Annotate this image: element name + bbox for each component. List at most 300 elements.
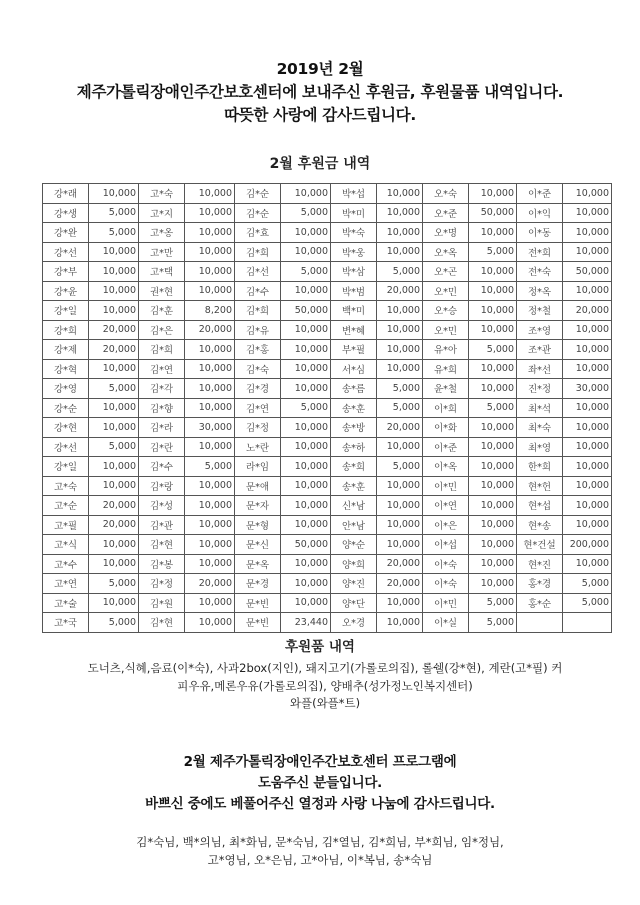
- donor-name-cell: 최*영: [517, 437, 563, 457]
- goods-section-title: 후원품 내역: [285, 639, 355, 655]
- donation-amount-cell: 10,000: [377, 515, 423, 535]
- donation-amount-cell: 10,000: [469, 301, 517, 321]
- donation-amount-cell: 10,000: [281, 593, 331, 613]
- donor-name-cell: 문*빈: [235, 613, 281, 633]
- donation-amount-cell: 10,000: [185, 437, 235, 457]
- donation-amount-cell: 10,000: [89, 418, 139, 438]
- donor-name-cell: 박*삼: [331, 262, 377, 282]
- donation-amount-cell: 5,000: [377, 398, 423, 418]
- donation-amount-cell: 5,000: [281, 262, 331, 282]
- donation-amount-cell: 10,000: [185, 593, 235, 613]
- donor-name-cell: 이*숙: [423, 574, 469, 594]
- donation-section-title: 2월 후원금 내역: [269, 156, 371, 172]
- donation-amount-cell: 20,000: [89, 320, 139, 340]
- table-row: [43, 281, 612, 301]
- donor-name-cell: 박*섭: [331, 184, 377, 204]
- donation-amount-cell: 20,000: [377, 554, 423, 574]
- donor-name-cell: 홍*순: [517, 593, 563, 613]
- donation-amount-cell: 20,000: [377, 281, 423, 301]
- donation-amount-cell: 10,000: [377, 437, 423, 457]
- donation-amount-cell: 10,000: [185, 184, 235, 204]
- donor-name-cell: 김*현: [139, 535, 185, 555]
- donor-name-cell: 박*미: [331, 203, 377, 223]
- donor-name-cell: 송*름: [331, 379, 377, 399]
- donor-name-cell: 정*옥: [517, 281, 563, 301]
- table-row: [43, 340, 612, 360]
- donation-amount-cell: 10,000: [89, 593, 139, 613]
- donor-name-cell: 이*희: [423, 398, 469, 418]
- donor-name-cell: 고*만: [139, 242, 185, 262]
- donation-amount-cell: 5,000: [89, 613, 139, 633]
- donor-name-cell: 송*훈: [331, 398, 377, 418]
- donor-name-cell: 김*은: [139, 320, 185, 340]
- donor-name-cell: 이*연: [423, 496, 469, 516]
- donor-name-cell: 김*유: [235, 320, 281, 340]
- donation-amount-cell: 10,000: [185, 242, 235, 262]
- table-row: [43, 496, 612, 516]
- donation-amount-cell: 10,000: [377, 340, 423, 360]
- table-row: [43, 223, 612, 243]
- donor-name-cell: 이*은: [423, 515, 469, 535]
- donor-name-cell: 강*현: [43, 418, 89, 438]
- donation-amount-cell: 10,000: [281, 574, 331, 594]
- donation-amount-cell: 10,000: [563, 359, 612, 379]
- header-date: 2019년 2월: [276, 60, 364, 78]
- donor-name-cell: 양*단: [331, 593, 377, 613]
- donor-name-cell: 강*희: [43, 320, 89, 340]
- donation-amount-cell: 10,000: [377, 184, 423, 204]
- donor-name-cell: 고*지: [139, 203, 185, 223]
- donation-amount-cell: 10,000: [377, 203, 423, 223]
- donor-name-cell: 현*헌: [517, 476, 563, 496]
- donation-amount-cell: 10,000: [469, 476, 517, 496]
- donation-amount-cell: [563, 613, 612, 633]
- donation-amount-cell: 10,000: [563, 515, 612, 535]
- donor-name-cell: 전*희: [517, 242, 563, 262]
- table-row: [43, 457, 612, 477]
- donor-name-cell: 현*섭: [517, 496, 563, 516]
- donation-table: [42, 183, 612, 633]
- donation-amount-cell: 5,000: [469, 398, 517, 418]
- donation-amount-cell: 10,000: [377, 613, 423, 633]
- donor-name-cell: 이*민: [423, 593, 469, 613]
- donor-name-cell: 조*관: [517, 340, 563, 360]
- donation-amount-cell: 30,000: [185, 418, 235, 438]
- donor-name-cell: 문*빈: [235, 593, 281, 613]
- donation-amount-cell: 10,000: [377, 359, 423, 379]
- donation-amount-cell: 5,000: [377, 379, 423, 399]
- donation-amount-cell: 10,000: [89, 398, 139, 418]
- donor-name-cell: 고*택: [139, 262, 185, 282]
- donation-amount-cell: 10,000: [469, 281, 517, 301]
- donor-name-cell: 강*제: [43, 340, 89, 360]
- donation-amount-cell: 8,200: [185, 301, 235, 321]
- donation-table-body: [43, 184, 612, 633]
- donor-name-cell: 김*선: [235, 262, 281, 282]
- donor-name-cell: 강*일: [43, 301, 89, 321]
- donor-name-cell: 김*숙: [235, 359, 281, 379]
- donation-amount-cell: 10,000: [563, 223, 612, 243]
- donor-name-cell: 김*수: [139, 457, 185, 477]
- donation-amount-cell: 5,000: [377, 262, 423, 282]
- donor-name-cell: 양*진: [331, 574, 377, 594]
- donor-name-cell: 진*정: [517, 379, 563, 399]
- donor-name-cell: 문*경: [235, 574, 281, 594]
- donor-name-cell: 고*옹: [139, 223, 185, 243]
- donation-amount-cell: 10,000: [89, 535, 139, 555]
- donor-name-cell: 김*원: [139, 593, 185, 613]
- donation-amount-cell: 10,000: [469, 223, 517, 243]
- donor-name-cell: 서*심: [331, 359, 377, 379]
- donation-amount-cell: 5,000: [469, 242, 517, 262]
- volunteer-line: 김*숙님, 백*의님, 최*화님, 문*숙님, 김*열님, 김*희님, 부*희님, 임*정님,: [136, 835, 504, 849]
- donation-amount-cell: 5,000: [89, 379, 139, 399]
- table-row: [43, 359, 612, 379]
- donation-amount-cell: 10,000: [377, 223, 423, 243]
- donation-amount-cell: 10,000: [185, 398, 235, 418]
- donor-name-cell: 한*희: [517, 457, 563, 477]
- donor-name-cell: 강*선: [43, 242, 89, 262]
- donor-name-cell: 변*혜: [331, 320, 377, 340]
- donor-name-cell: 박*웅: [331, 242, 377, 262]
- table-row: [43, 262, 612, 282]
- donation-amount-cell: 10,000: [281, 515, 331, 535]
- donation-amount-cell: 5,000: [469, 613, 517, 633]
- donor-name-cell: 현*건설: [517, 535, 563, 555]
- donation-amount-cell: 10,000: [185, 262, 235, 282]
- donor-name-cell: 김*수: [235, 281, 281, 301]
- donor-name-cell: 문*옥: [235, 554, 281, 574]
- donation-amount-cell: 10,000: [563, 476, 612, 496]
- donor-name-cell: 조*영: [517, 320, 563, 340]
- donation-amount-cell: 10,000: [377, 301, 423, 321]
- table-row: [43, 301, 612, 321]
- donor-name-cell: 고*국: [43, 613, 89, 633]
- donor-name-cell: 김*각: [139, 379, 185, 399]
- donation-amount-cell: 10,000: [377, 320, 423, 340]
- donor-name-cell: 좌*선: [517, 359, 563, 379]
- donor-name-cell: 김*연: [235, 398, 281, 418]
- donation-amount-cell: 10,000: [89, 184, 139, 204]
- donor-name-cell: 노*란: [235, 437, 281, 457]
- thanks-line: 바쁘신 중에도 베풀어주신 열정과 사랑 나눔에 감사드립니다.: [145, 796, 495, 812]
- donation-amount-cell: 10,000: [185, 476, 235, 496]
- donation-amount-cell: 50,000: [281, 535, 331, 555]
- donor-name-cell: 고*숙: [43, 476, 89, 496]
- donation-amount-cell: 10,000: [281, 320, 331, 340]
- donation-amount-cell: 10,000: [469, 184, 517, 204]
- donor-name-cell: 김*연: [139, 359, 185, 379]
- donation-amount-cell: 10,000: [377, 242, 423, 262]
- donation-amount-cell: 10,000: [469, 554, 517, 574]
- goods-line: 도너츠,식혜,음료(이*숙), 사과2box(지인), 돼지고기(가롤로의집), 롤쉘(강*현), 계란(고*필) 커: [87, 661, 563, 675]
- donation-amount-cell: 20,000: [89, 340, 139, 360]
- donor-name-cell: 김*관: [139, 515, 185, 535]
- table-row: [43, 242, 612, 262]
- table-row: [43, 574, 612, 594]
- table-row: [43, 184, 612, 204]
- donation-amount-cell: 5,000: [281, 203, 331, 223]
- donor-name-cell: 강*일: [43, 457, 89, 477]
- donation-amount-cell: 23,440: [281, 613, 331, 633]
- donor-name-cell: 김*정: [139, 574, 185, 594]
- donation-amount-cell: 10,000: [469, 418, 517, 438]
- donor-name-cell: 오*민: [423, 320, 469, 340]
- donation-amount-cell: 5,000: [469, 593, 517, 613]
- donation-amount-cell: 10,000: [185, 340, 235, 360]
- table-row: [43, 515, 612, 535]
- donation-amount-cell: 10,000: [377, 593, 423, 613]
- donation-amount-cell: 10,000: [185, 359, 235, 379]
- table-row: [43, 437, 612, 457]
- donor-name-cell: 고*연: [43, 574, 89, 594]
- donor-name-cell: 현*송: [517, 515, 563, 535]
- donation-amount-cell: 10,000: [185, 281, 235, 301]
- donation-amount-cell: 5,000: [89, 574, 139, 594]
- donation-amount-cell: 10,000: [185, 379, 235, 399]
- donation-amount-cell: 10,000: [469, 574, 517, 594]
- donation-amount-cell: 20,000: [377, 418, 423, 438]
- donor-name-cell: 이*동: [517, 223, 563, 243]
- donation-amount-cell: 10,000: [563, 398, 612, 418]
- donation-amount-cell: 200,000: [563, 535, 612, 555]
- donation-amount-cell: 10,000: [469, 379, 517, 399]
- donor-name-cell: 고*수: [43, 554, 89, 574]
- donation-amount-cell: 5,000: [185, 457, 235, 477]
- donor-name-cell: 강*혁: [43, 359, 89, 379]
- donation-amount-cell: 10,000: [563, 281, 612, 301]
- table-row: [43, 613, 612, 633]
- table-row: [43, 398, 612, 418]
- donor-name-cell: 김*희: [235, 301, 281, 321]
- donor-name-cell: 이*민: [423, 476, 469, 496]
- donation-amount-cell: 10,000: [281, 476, 331, 496]
- donation-amount-cell: 20,000: [185, 320, 235, 340]
- table-row: [43, 593, 612, 613]
- donation-amount-cell: 5,000: [281, 398, 331, 418]
- donation-amount-cell: 20,000: [89, 515, 139, 535]
- table-row: [43, 476, 612, 496]
- donation-amount-cell: 5,000: [563, 574, 612, 594]
- donor-name-cell: 김*순: [235, 203, 281, 223]
- donor-name-cell: 고*필: [43, 515, 89, 535]
- donor-name-cell: 이*옥: [423, 457, 469, 477]
- donation-amount-cell: 10,000: [185, 496, 235, 516]
- thanks-message: [0, 752, 640, 815]
- donor-name-cell: 문*자: [235, 496, 281, 516]
- donation-amount-cell: 10,000: [185, 515, 235, 535]
- donation-amount-cell: 10,000: [185, 223, 235, 243]
- donation-amount-cell: 5,000: [89, 437, 139, 457]
- donor-name-cell: 양*희: [331, 554, 377, 574]
- donor-name-cell: 오*옥: [423, 242, 469, 262]
- donation-amount-cell: 10,000: [469, 496, 517, 516]
- donor-name-cell: 김*경: [235, 379, 281, 399]
- donation-amount-cell: 10,000: [89, 262, 139, 282]
- donor-name-cell: 고*숙: [139, 184, 185, 204]
- donor-name-cell: 송*하: [331, 437, 377, 457]
- donor-name-cell: 강*선: [43, 437, 89, 457]
- table-row: [43, 203, 612, 223]
- donor-name-cell: 부*필: [331, 340, 377, 360]
- donation-amount-cell: 10,000: [469, 437, 517, 457]
- donor-name-cell: [517, 613, 563, 633]
- donation-amount-cell: 10,000: [281, 242, 331, 262]
- donation-amount-cell: 10,000: [469, 535, 517, 555]
- donation-amount-cell: 10,000: [563, 554, 612, 574]
- donation-amount-cell: 10,000: [89, 242, 139, 262]
- donor-name-cell: 고*술: [43, 593, 89, 613]
- donor-name-cell: 오*경: [331, 613, 377, 633]
- donation-amount-cell: 5,000: [377, 457, 423, 477]
- donor-name-cell: 강*윤: [43, 281, 89, 301]
- donation-amount-cell: 10,000: [185, 613, 235, 633]
- donation-amount-cell: 10,000: [281, 418, 331, 438]
- donor-name-cell: 김*순: [235, 184, 281, 204]
- table-row: [43, 418, 612, 438]
- donor-name-cell: 권*현: [139, 281, 185, 301]
- donor-name-cell: 문*애: [235, 476, 281, 496]
- donor-name-cell: 오*승: [423, 301, 469, 321]
- donor-name-cell: 김*성: [139, 496, 185, 516]
- donation-amount-cell: 50,000: [563, 262, 612, 282]
- donation-amount-cell: 10,000: [281, 437, 331, 457]
- donation-amount-cell: 10,000: [89, 359, 139, 379]
- donation-amount-cell: 10,000: [563, 320, 612, 340]
- donor-name-cell: 이*화: [423, 418, 469, 438]
- donation-amount-cell: 10,000: [469, 359, 517, 379]
- donor-name-cell: 송*훈: [331, 476, 377, 496]
- donation-amount-cell: 10,000: [469, 320, 517, 340]
- donor-name-cell: 최*숙: [517, 418, 563, 438]
- donation-amount-cell: 10,000: [89, 301, 139, 321]
- donor-name-cell: 윤*철: [423, 379, 469, 399]
- donor-name-cell: 유*아: [423, 340, 469, 360]
- goods-list: [30, 660, 620, 713]
- donor-name-cell: 박*숙: [331, 223, 377, 243]
- donation-amount-cell: 10,000: [469, 515, 517, 535]
- donor-name-cell: 김*희: [139, 340, 185, 360]
- donor-name-cell: 고*식: [43, 535, 89, 555]
- donor-name-cell: 김*효: [235, 223, 281, 243]
- donation-amount-cell: 10,000: [377, 535, 423, 555]
- donation-amount-cell: 10,000: [563, 242, 612, 262]
- donor-name-cell: 김*현: [139, 613, 185, 633]
- donor-name-cell: 백*미: [331, 301, 377, 321]
- donation-amount-cell: 50,000: [281, 301, 331, 321]
- thanks-line: 2월 제주가톨릭장애인주간보호센터 프로그램에: [183, 754, 457, 770]
- donor-name-cell: 오*곤: [423, 262, 469, 282]
- donor-name-cell: 문*신: [235, 535, 281, 555]
- donation-amount-cell: 10,000: [281, 223, 331, 243]
- donor-name-cell: 강*래: [43, 184, 89, 204]
- donor-name-cell: 김*향: [139, 398, 185, 418]
- donor-name-cell: 고*순: [43, 496, 89, 516]
- donation-amount-cell: 10,000: [281, 379, 331, 399]
- donation-amount-cell: 10,000: [281, 281, 331, 301]
- donor-name-cell: 안*남: [331, 515, 377, 535]
- donor-name-cell: 이*준: [517, 184, 563, 204]
- donor-name-cell: 김*랑: [139, 476, 185, 496]
- table-row: [43, 535, 612, 555]
- donor-name-cell: 강*생: [43, 203, 89, 223]
- donation-amount-cell: 10,000: [563, 496, 612, 516]
- donation-amount-cell: 10,000: [185, 203, 235, 223]
- donor-name-cell: 김*훈: [139, 301, 185, 321]
- header-thanks: 따뜻한 사랑에 감사드립니다.: [224, 106, 416, 124]
- donation-amount-cell: 10,000: [185, 535, 235, 555]
- donation-amount-cell: 5,000: [469, 340, 517, 360]
- donation-amount-cell: 10,000: [281, 554, 331, 574]
- donation-amount-cell: 10,000: [469, 262, 517, 282]
- donor-name-cell: 신*남: [331, 496, 377, 516]
- donation-amount-cell: 5,000: [563, 593, 612, 613]
- donation-amount-cell: 10,000: [281, 496, 331, 516]
- donation-amount-cell: 10,000: [185, 554, 235, 574]
- donor-name-cell: 김*희: [235, 242, 281, 262]
- donor-name-cell: 송*방: [331, 418, 377, 438]
- donation-amount-cell: 10,000: [469, 457, 517, 477]
- donor-name-cell: 양*순: [331, 535, 377, 555]
- donor-name-cell: 오*준: [423, 203, 469, 223]
- donor-name-cell: 이*익: [517, 203, 563, 223]
- donation-amount-cell: 10,000: [281, 184, 331, 204]
- donor-name-cell: 최*석: [517, 398, 563, 418]
- donor-name-cell: 홍*경: [517, 574, 563, 594]
- donor-name-cell: 김*봉: [139, 554, 185, 574]
- donor-name-cell: 김*라: [139, 418, 185, 438]
- donor-name-cell: 강*영: [43, 379, 89, 399]
- donor-name-cell: 강*순: [43, 398, 89, 418]
- donation-amount-cell: 20,000: [89, 496, 139, 516]
- donor-name-cell: 문*형: [235, 515, 281, 535]
- donation-amount-cell: 20,000: [377, 574, 423, 594]
- donation-amount-cell: 20,000: [185, 574, 235, 594]
- donor-name-cell: 김*란: [139, 437, 185, 457]
- donation-amount-cell: 10,000: [563, 437, 612, 457]
- donor-name-cell: 오*숙: [423, 184, 469, 204]
- donation-amount-cell: 20,000: [563, 301, 612, 321]
- donor-name-cell: 현*진: [517, 554, 563, 574]
- donation-amount-cell: 10,000: [563, 457, 612, 477]
- volunteer-line: 고*영님, 오*은님, 고*아님, 이*복님, 송*숙님: [207, 853, 433, 867]
- donation-amount-cell: 10,000: [89, 457, 139, 477]
- donation-amount-cell: 10,000: [89, 476, 139, 496]
- donation-amount-cell: 10,000: [281, 457, 331, 477]
- document-header: [0, 58, 640, 127]
- donation-amount-cell: 10,000: [281, 340, 331, 360]
- donor-name-cell: 오*명: [423, 223, 469, 243]
- donation-amount-cell: 5,000: [89, 203, 139, 223]
- donor-name-cell: 유*희: [423, 359, 469, 379]
- header-title: 제주가톨릭장애인주간보호센터에 보내주신 후원금, 후원물품 내역입니다.: [76, 83, 564, 101]
- donation-amount-cell: 10,000: [563, 418, 612, 438]
- donor-name-cell: 오*민: [423, 281, 469, 301]
- donor-name-cell: 박*범: [331, 281, 377, 301]
- table-row: [43, 379, 612, 399]
- donation-amount-cell: 5,000: [89, 223, 139, 243]
- donor-name-cell: 정*철: [517, 301, 563, 321]
- donation-amount-cell: 10,000: [563, 203, 612, 223]
- donation-amount-cell: 10,000: [281, 359, 331, 379]
- volunteer-names: [0, 833, 640, 869]
- donor-name-cell: 김*정: [235, 418, 281, 438]
- donor-name-cell: 전*숙: [517, 262, 563, 282]
- donor-name-cell: 라*임: [235, 457, 281, 477]
- donor-name-cell: 이*준: [423, 437, 469, 457]
- donation-amount-cell: 10,000: [89, 554, 139, 574]
- donation-amount-cell: 10,000: [563, 184, 612, 204]
